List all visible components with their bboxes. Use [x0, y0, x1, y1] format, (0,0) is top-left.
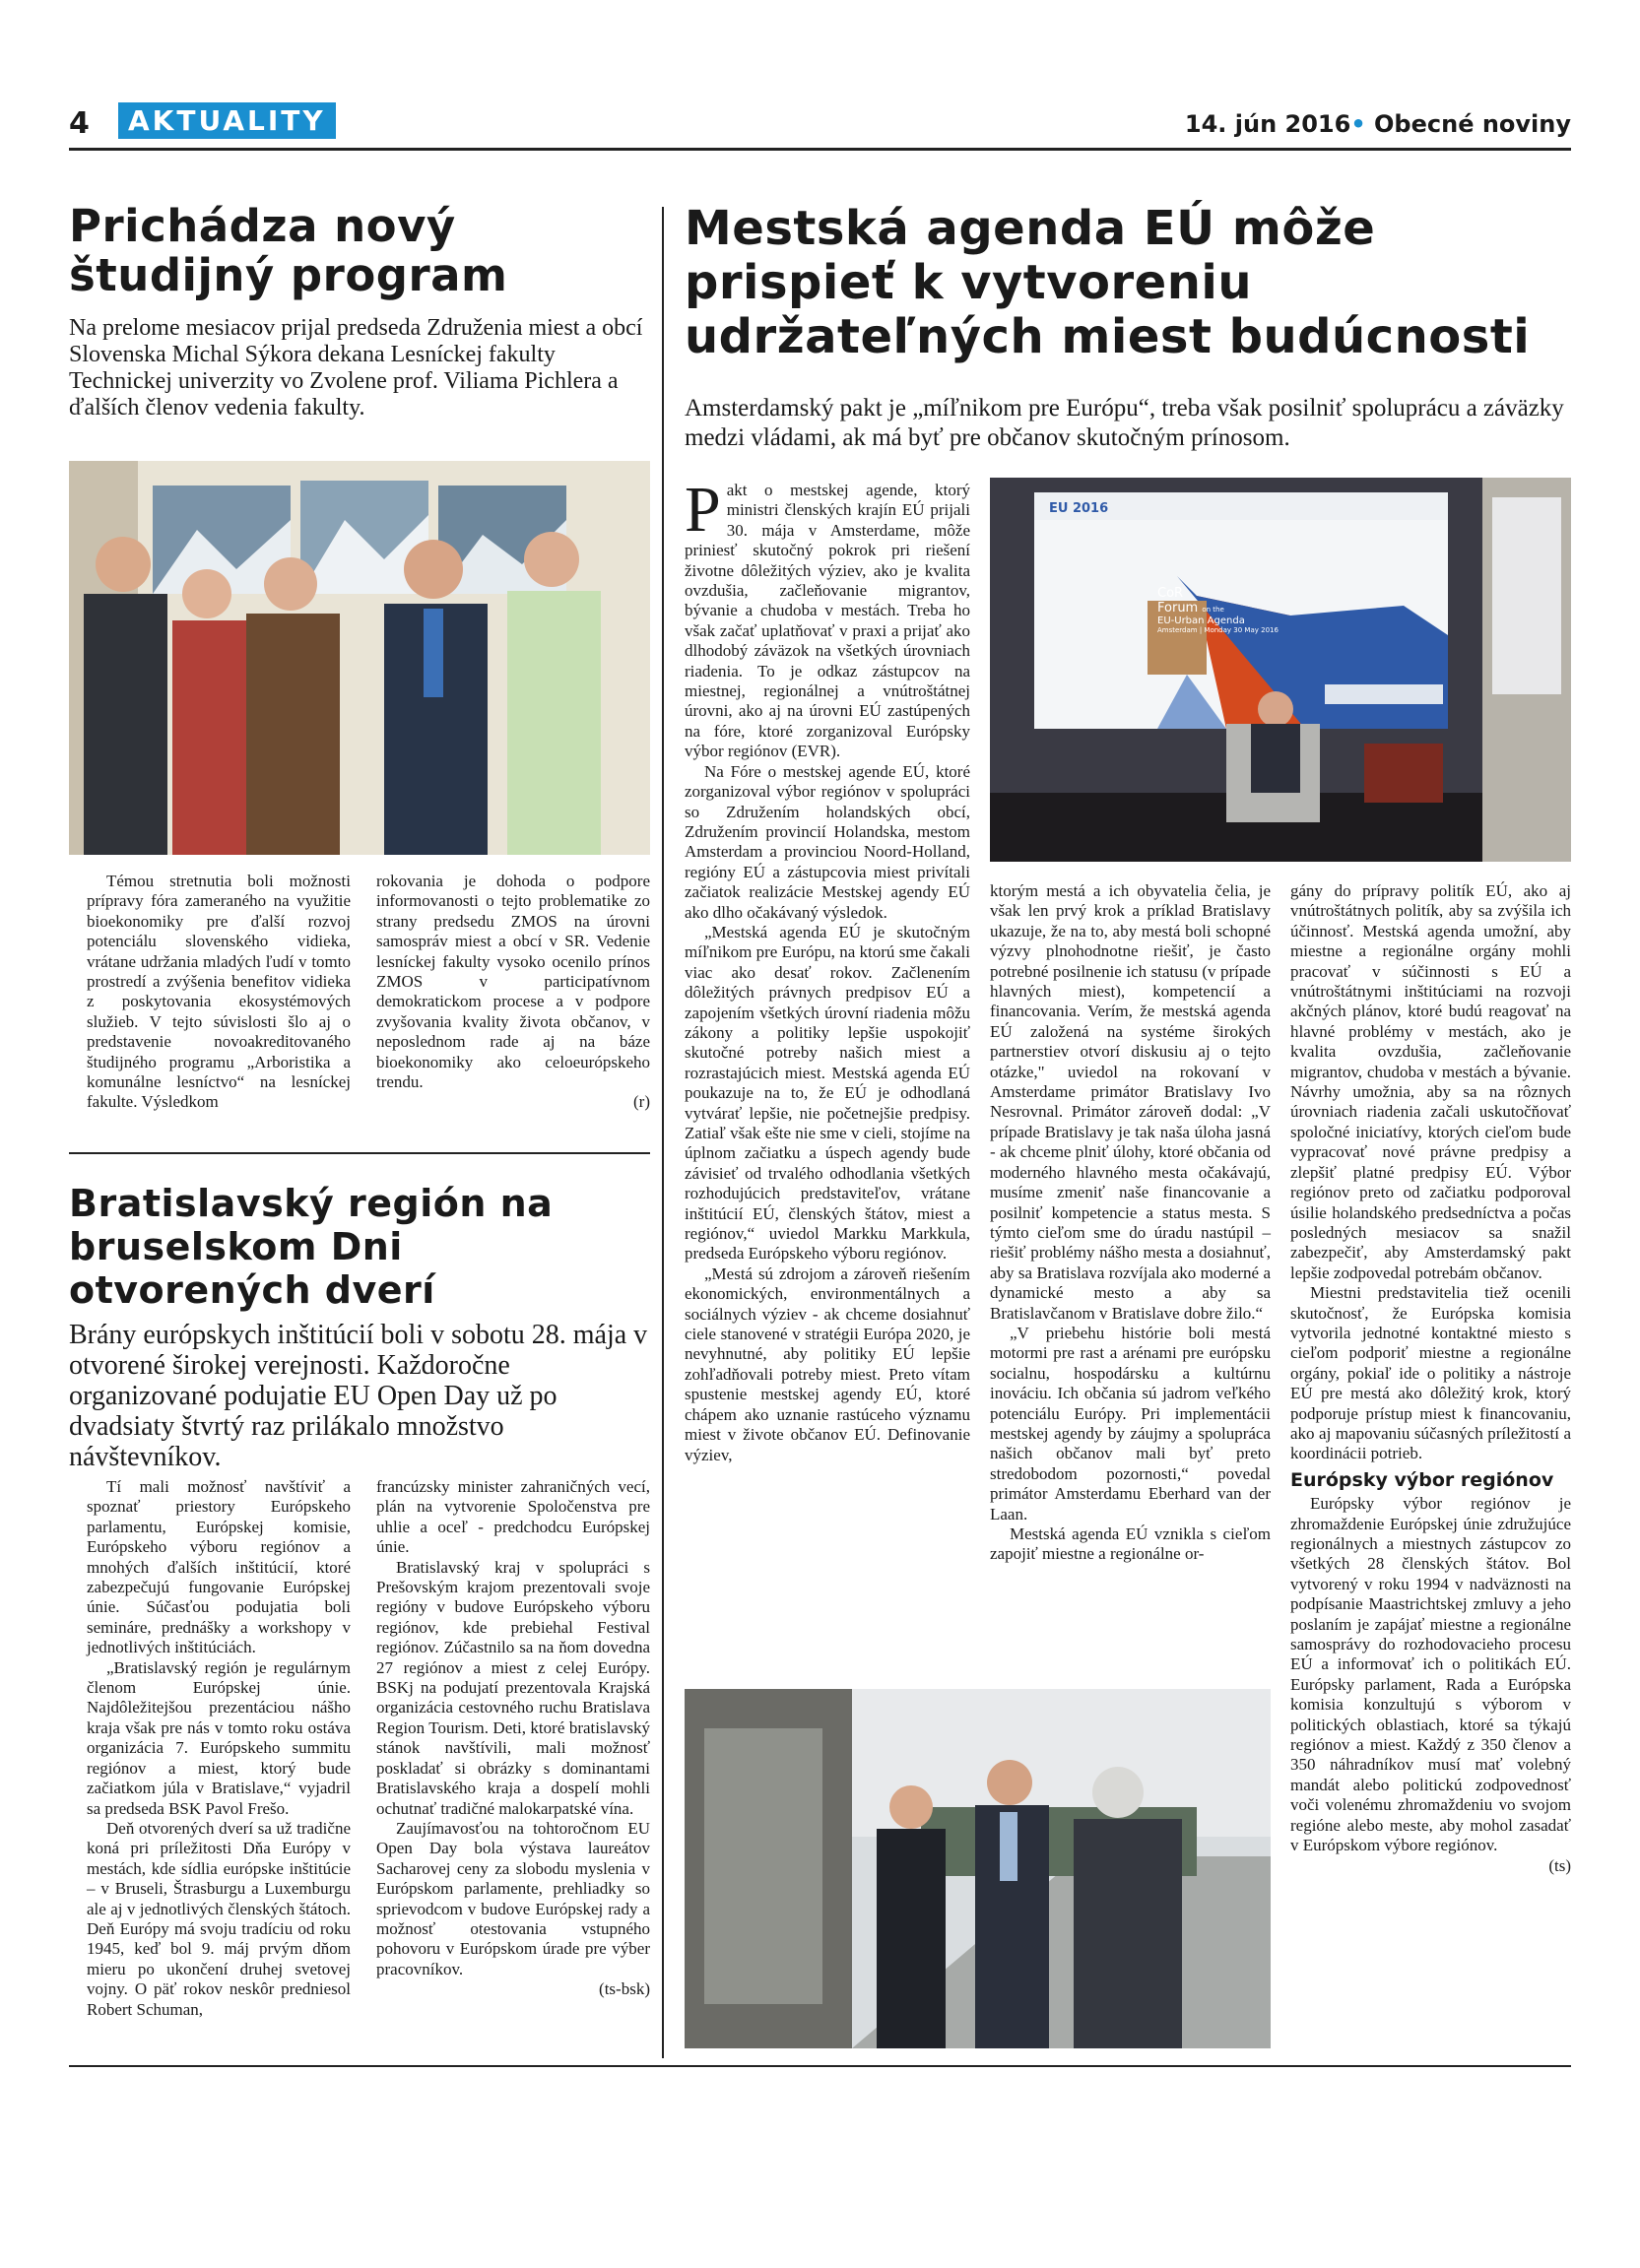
issue-date: 14. jún 2016 — [1184, 110, 1351, 138]
article3-paragraph: „Mestá sú zdrojom a zároveň riešením ekonomických, environmentálnych a sociálnych výziev - ak chceme dosiahnuť ciele stanovené v stratégii Európa 2020, je nevyhnutné, aby politiky EÚ lepšie zohľadňovali potreby miest. Preto vítam spustenie mestskej agendy EÚ, ktoré chápem ako uznanie rastúceho významu miest v živote občanov EÚ. Definovanie výziev, — [685, 1264, 970, 1464]
slide-on-the: on the — [1202, 606, 1224, 614]
article3-signature: (ts) — [1548, 1855, 1571, 1875]
article2-paragraph: „Bratislavský región je regulárnym členom Európskej únie. Najdôležitejšou prezentáciou nášho kraja však pre nás v tomto roku ostáva organizácia 7. Európskeho summitu regiónov a miest, ktorý bude začiatkom júla v Bratislave,“ vyjadril sa predseda BSK Pavol Frešo. — [87, 1657, 351, 1818]
article3-first-text: akt o mestskej agende, ktorý ministri členských krajín EÚ prijali 30. mája v Amsterdame, môže priniesť skutočný pokrok pri riešení životne dôležitých výziev, ako je kvalita ovzdušia, začleňovanie migrantov, bývanie a chudoba v mestách. Treba ho však začať uplatňovať v praxi a prijať ako dlhodobý záväzok na všetkých úrovniach riadenia. To je odkaz zástupcov na miestnej, regionálnej a vnútroštátnej úrovni, ako aj na úrovni EÚ zastúpených na fóre, ktoré zorganizoval Európsky výbor regiónov (EVR). — [685, 481, 970, 761]
article3-lead: Amsterdamský pakt je „míľnikom pre Európu“, treba však posilniť spoluprácu a záväzky medzi vládami, ak má byť pre občanov skutočným prínosom. — [685, 395, 1564, 451]
header-rule — [69, 148, 1571, 151]
article1-paragraph: Témou stretnutia boli možnosti prípravy fóra zameraného na využitie bioekonomiky pre ďalší rozvoj potenciálu slovenského vidieka, vrátane udržania mladých ľudí v tomto prostredí a zvýšenia benefitov vidieka z poskytovania ekosystémových služieb. V tejto súvislosti šlo aj o predstavenie novoakreditovaného študijného programu „Arboristika a komunálne lesníctvo“ na lesníckej fakulte. Výsledkom — [87, 872, 351, 1112]
article3-first-paragraph — [685, 474, 970, 762]
article3-paragraph: Na Fóre o mestskej agende EÚ, ktoré zorganizoval výbor regiónov v spolupráci so Združením holandských obcí, Združením provincií Holandska, mestom Amsterdam a provinciou Noord-Holland, regióny EÚ a zástupcovia miest privítali začiatok realizácie Mestskej agendy EÚ ako dlho očakávaný výsledok. — [685, 761, 970, 922]
slide-line-4: Amsterdam | Monday 30 May 2016 — [1157, 626, 1279, 634]
conference-photo — [990, 478, 1571, 862]
section-label: AKTUALITY — [118, 102, 336, 139]
dateline — [1185, 110, 1571, 138]
slide-logo: EU 2016 — [1049, 501, 1109, 516]
article3-paragraph: „Mestská agenda EÚ je skutočným míľnikom pre Európu, na ktorú sme čakali viac ako desať rokov. Začlenením dôležitých právnych predpisov EÚ a zapojením všetkých úrovní riadenia môžu zákony a politiky lepšie uspokojiť skutočné potreby našich miest a rozrastajúcich miest. Mestská agenda EÚ poukazuje na to, že EÚ je odhodlaná vytvárať lepšie, nie početnejšie predpisy. Zatiaľ však ešte nie sme v cieli, stojíme na úplnom začiatku a úspech agendy bude závisieť od trvalého odhodlania všetkých rozhodujúcich predstaviteľov, vrátane inštitúcií EÚ, členských štátov, miest a regiónov,“ uviedol Markku Markkula, predseda Európskeho výboru regiónov. — [685, 922, 970, 1264]
article3-title: Mestská agenda EÚ môže prispieť k vytvoreniu udržateľných miest budúcnosti — [685, 201, 1531, 364]
article2-paragraph: Deň otvorených dverí sa už tradične koná pri príležitosti Dňa Európy v mestách, kde sídlia európske inštitúcie – v Bruseli, Štrasburgu a Luxemburgu ale aj v jednotlivých členských štátoch. Deň Európy má svoju tradíciu od roku 1945, keď bol 9. máj prvým dňom mieru po ukončení druhej svetovej vojny. O päť rokov neskôr predniesol Robert Schuman, — [87, 1818, 351, 2019]
column-rule-main — [662, 207, 664, 2058]
article-divider — [69, 1152, 650, 1154]
separator-dot: • — [1350, 110, 1366, 138]
article3-paragraph: Európsky výbor regiónov je zhromaždenie Európskej únie združujúce regionálnych a miestnych zástupcov zo všetkých 28 členských štátov. Bol vytvorený v roku 1994 v nadväznosti na podpísanie Maastrichtskej zmluvy a jeho poslaním je zapájať miestne a regionálne samosprávy do rozhodovacieho procesu EÚ a informovať ich o politikách EÚ. Európsky parlament, Rada a Európska komisia konzultujú s výborom v politických oblastiach, ktoré sa týkajú regiónov a miest. Každý z 350 členov a 350 náhradníkov musí mať volebný mandát alebo politickú zodpovednosť voči volenému zhromaždeniu vo svojom regióne alebo meste, aby mohol zasadať v Európskom výbore regiónov. — [1290, 1494, 1571, 1855]
article2-column-1 — [87, 1477, 351, 2020]
article2-lead: Brány európskych inštitúcií boli v sobotu 28. mája v otvorené širokej verejnosti. Každoročne organizované podujatie EU Open Day už po dvadsiaty štvrtý raz prilákalo množstvo návštevníkov. — [69, 1320, 648, 1472]
drop-cap: P — [685, 474, 721, 546]
article3-paragraph: gány do prípravy politík EÚ, ako aj vnútroštátnych politík, aby sa zvýšila ich účinnosť. Mestská agenda umožní, aby miestne a regionálne orgány mohli pracovať v súčinnosti s EÚ a vnútroštátnymi inštitúciami na rozvoji akčných plánov, ktoré budú reagovať na hlavné problémy v mestách, ako je kvalita ovzdušia, začleňovanie migrantov, chudoba v mestách a bývanie. Návrhy umožnia, aby sa na rôznych úrovniach riadenia začali uskutočňovať spoločné iniciatívy, ktorých cieľom bude vypracovať nové právne predpisy a zlepšiť platné predpisy EÚ. Výbor regiónov preto od začiatku podporoval úsilie holandského predsedníctva a počas posledných mesiacov sa snažil zabezpečiť, aby Amsterdamský pakt lepšie zodpovedal potrebám občanov. — [1290, 881, 1571, 1282]
street-photo — [685, 1689, 1271, 2048]
article2-paragraph: Tí mali možnosť navštíviť a spoznať priestory Európskeho parlamentu, Európskej komisie, Európskeho výboru regiónov a mnohých ďalších inštitúcií, ktoré zabezpečujú fungovanie Európskej únie. Súčasťou podujatia boli semináre, prednášky a workshopy v jednotlivých inštitúciách. — [87, 1477, 351, 1657]
article3-paragraph: ktorým mestá a ich obyvatelia čelia, je však len prvý krok a príklad Bratislavy ukazuje, že na to, aby mestá boli schopné výzvy plnohodnotne riešiť, je často potrebné posilnenie ich statusu (v prípade hlavných miest), kompetencií a financovania. Verím, že mestská agenda EÚ založená na systéme širokých partnerstiev otvorí diskusiu aj o tejto otázke," uviedol na rokovaní v Amsterdame primátor Bratislavy Ivo Nesrovnal. Primátor zároveň dodal: „V prípade Bratislavy je tak naša úloha jasná - ak chceme plniť úlohy, ktoré občania od moderného hlavného mesta očakávajú, musíme zmeniť naše financovanie a posilniť kompetencie a status mesta. S týmto cieľom sme do úradu nastúpil – riešiť problémy nášho mesta a dosiahnuť, aby sa Bratislava rozvíjala ako moderné a dynamické mesto a aby sa Bratislavčanom v Bratislave dobre žilo.“ — [990, 881, 1271, 1323]
article3-paragraph: Miestni predstavitelia tiež ocenili skutočnosť, že Európska komisia vytvorila jednotné kontaktné miesto s cieľom podporiť miestne a regionálne orgány, pokiaľ ide o politiky a nástroje EÚ pre mestá ako dôležitý krok, ktorý podporuje prístup miest k financovaniu, ako aj mapovaniu súčasných príležitostí a koordinácii potrieb. — [1290, 1283, 1571, 1463]
slide-line-3: EU-Urban Agenda — [1157, 616, 1245, 626]
article3-column-3 — [1290, 881, 1571, 1876]
article3-column-1 — [685, 474, 970, 1465]
slide-forum: Forum — [1157, 601, 1199, 616]
article2-paragraph: Bratislavský kraj v spolupráci s Prešovským krajom prezentovali svoje regióny v budove Európskeho výboru regiónov, kde prebiehal Festival regiónov. Zúčastnilo sa na ňom dovedna 27 regiónov a miest z celej Európy. BSKj na podujatí prezentovala Krajská organizácia cestovného ruchu Bratislava Region Tourism. Deti, ktoré bratislavský stánok navštívili, mali možnosť poskladať si obrázky s dominantami Bratislavského kraja a dospelí mohli ochutnať tradičné malokarpatské vína. — [376, 1557, 650, 1818]
article2-paragraph: francúzsky minister zahraničných vecí, plán na vytvorenie Spoločenstva pre uhlie a oceľ - predchodcu Európskej únie. — [376, 1477, 650, 1557]
slide-text — [1157, 586, 1279, 634]
page-number: 4 — [69, 106, 90, 141]
article2-column-2 — [376, 1477, 650, 2000]
article1-lead: Na prelome mesiacov prijal predseda Združenia miest a obcí Slovenska Michal Sýkora dekana Lesníckej fakulty Technickej univerzity vo Zvolene prof. Viliama Pichlera a ďalších členov vedenia fakulty. — [69, 315, 643, 421]
article3-subhead: Európsky výbor regiónov — [1290, 1468, 1554, 1491]
article1-signature: (r) — [633, 1092, 650, 1112]
article2-signature: (ts-bsk) — [599, 1979, 650, 1999]
article1-column-2 — [376, 872, 650, 1113]
article3-column-2 — [990, 881, 1271, 1565]
slide-line-2 — [1157, 601, 1279, 616]
footer-rule — [69, 2065, 1571, 2067]
article2-title: Bratislavský región na bruselskom Dni otvorených dverí — [69, 1182, 554, 1312]
group-photo — [69, 461, 650, 855]
article1-column-1 — [87, 872, 351, 1113]
paper-name: Obecné noviny — [1374, 110, 1571, 138]
article3-paragraph: Mestská agenda EÚ vznikla s cieľom zapojiť miestne a regionálne or- — [990, 1524, 1271, 1564]
article2-paragraph: Zaujímavosťou na tohtoročnom EU Open Day bola výstava laureátov Sacharovej ceny za slobodu myslenia v Európskom parlamente, prehliadky so sprievodcom v budove Európskej rady a možnosť otestovania vstupného pohovoru v Európskom úrade pre výber pracovníkov. — [376, 1818, 650, 1978]
slide-line-1: CoR — [1157, 586, 1184, 601]
article1-title: Prichádza nový študijný program — [69, 200, 508, 301]
article3-paragraph: „V priebehu histórie boli mestá motormi pre rast a arénami pre európsku socialnu, hospodársku a kultúrnu inováciu. Ich občania sú jadrom veľkého potenciálu Európy. Pri implementácii mestskej agendy by záujmy a spolupráca našich občanov mali byť preto stredobodom pozornosti,“ povedal primátor Amsterdamu Eberhard van der Laan. — [990, 1323, 1271, 1523]
article1-paragraph: rokovania je dohoda o podpore informovanosti o tejto problematike zo strany predsedu ZMOS na úrovni samospráv miest a obcí v SR. Vedenie lesníckej fakulty vysoko ocenilo prínos ZMOS v participatívnom demokratickom procese a v podpore zvyšovania kvality života občanov, v neposlednom rade aj na báze bioekonomiky ako celoeurópskeho trendu. — [376, 872, 650, 1092]
